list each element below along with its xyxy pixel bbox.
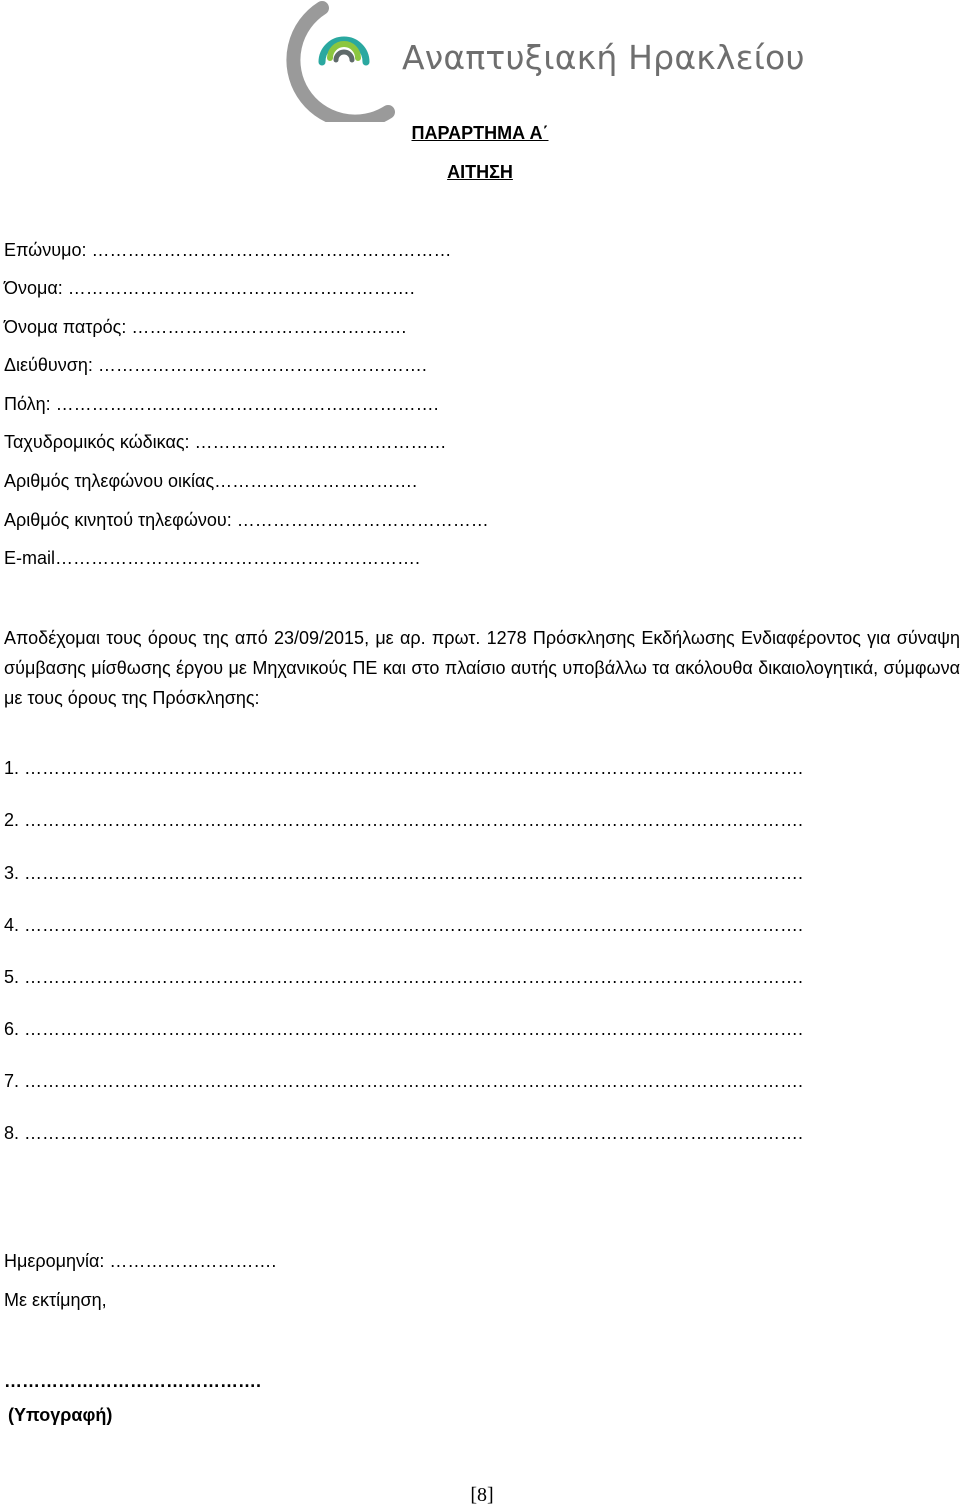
- email-field[interactable]: E-mail…………………………………………………….: [4, 548, 421, 568]
- document-item-3[interactable]: 3. ………………………………………………………………………………………………………………….: [4, 863, 804, 883]
- home-phone-field[interactable]: Αριθμός τηλεφώνου οικίας…………………………….: [4, 471, 418, 491]
- document-item-1[interactable]: 1. ………………………………………………………………………………………………………………….: [4, 758, 804, 778]
- signature-line[interactable]: …………………………………….: [4, 1371, 262, 1391]
- regards-text: Με εκτίμηση,: [4, 1290, 107, 1310]
- postal-code-field[interactable]: Ταχυδρομικός κώδικας: ……………………………………: [4, 432, 447, 452]
- document-item-6[interactable]: 6. ………………………………………………………………………………………………………………….: [4, 1019, 804, 1039]
- declaration-paragraph: Αποδέχομαι τους όρους της από 23/09/2015, με αρ. πρωτ. 1278 Πρόσκλησης Εκδήλωσης Ενδιαφέροντος για σύναψη σύμβασης μίσθωσης έργου με Μηχανικούς ΠΕ και στο πλαίσιο αυτής υποβάλλω τα ακόλουθα δικαιολογητικά, σύμφωνα με τους όρους της Πρόσκλησης:: [4, 628, 960, 708]
- document-item-4[interactable]: 4. ………………………………………………………………………………………………………………….: [4, 915, 804, 935]
- logo-mark-icon: [270, 0, 405, 122]
- mobile-phone-field[interactable]: Αριθμός κινητού τηλεφώνου: ……………………………………: [4, 510, 489, 530]
- annex-heading: ΠΑΡΑΡΤΗΜΑ Α΄: [411, 123, 549, 143]
- page-number: [8]: [470, 1484, 494, 1506]
- application-heading: ΑΙΤΗΣΗ: [447, 162, 513, 182]
- logo-text: Αναπτυξιακή Ηρακλείου: [402, 38, 805, 77]
- first-name-field[interactable]: Όνομα: ………………………………………………….: [4, 278, 415, 298]
- document-item-8[interactable]: 8. ………………………………………………………………………………………………………………….: [4, 1123, 804, 1143]
- document-item-5[interactable]: 5. ………………………………………………………………………………………………………………….: [4, 967, 804, 987]
- surname-field[interactable]: Επώνυμο: ……………………………………………………: [4, 240, 452, 260]
- signature-label: (Υπογραφή): [8, 1405, 113, 1425]
- document-item-2[interactable]: 2. ………………………………………………………………………………………………………………….: [4, 810, 804, 830]
- date-field[interactable]: Ημερομηνία: ……………………….: [4, 1251, 277, 1271]
- father-name-field[interactable]: Όνομα πατρός: ……………………………………….: [4, 317, 407, 337]
- city-field[interactable]: Πόλη: ……………………………………………………….: [4, 394, 439, 414]
- address-field[interactable]: Διεύθυνση: ……………………………………………….: [4, 355, 427, 375]
- document-item-7[interactable]: 7. ………………………………………………………………………………………………………………….: [4, 1071, 804, 1091]
